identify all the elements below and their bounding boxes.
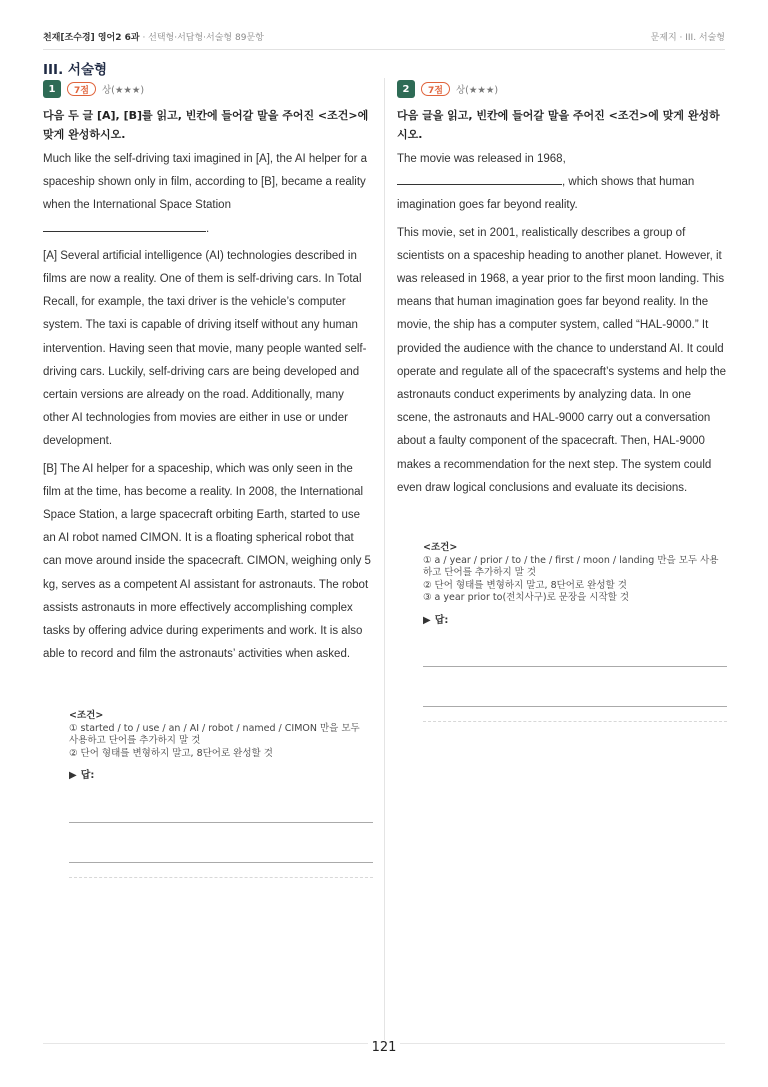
header-subtitle: · 선택형·서답형·서술형 89문항 — [139, 33, 264, 43]
passage: This movie, set in 2001, realistically describes a group of scientists on a spaceship heading to another planet. However, it was released in 1968, a year prior to the first moon landing. This means that human imagination goes far beyond reality. In the movie, the ship has a computer system, called “HAL-9000.” It provided the audience with the chance to understand AI. It could operate and regulate all of the spacecraft’s systems and help the astronauts conduct experiments by analyzing data. In one scene, the astronauts and HAL-9000 carry out a conversation about a faulty component of the spacecraft. Then, HAL-9000 makes a recommendation for the next step. The system could even draw logical conclusions and evaluate its decisions. — [397, 226, 727, 494]
condition-2: ② 단어 형태를 변형하지 말고, 8단어로 완성할 것 — [69, 747, 273, 759]
answer-blank — [397, 173, 562, 185]
dashed-separator — [423, 721, 727, 722]
question-instruction: 다음 글을 읽고, 빈칸에 들어갈 말을 주어진 <조건>에 맞게 완성하시오. — [397, 109, 720, 141]
conditions-box — [43, 710, 373, 783]
dashed-separator — [69, 877, 373, 878]
points-badge: 7점 — [421, 82, 450, 96]
prompt-end: . — [206, 222, 210, 235]
page-header — [43, 30, 725, 50]
question-1 — [43, 80, 373, 878]
answer-label — [69, 770, 369, 783]
passage-b: [B] The AI helper for a spaceship, which was only seen in the film at the time, has become a reality. In 2008, the International Space Station, a large spacecraft orbiting Earth, started to use an AI robot named CIMON. It is a floating spherical robot that can move around inside the spacecraft. CIMON, weighing only 5 kg, serves as a competent AI assistant for astronauts. The robot assists astronauts in more effectively accomplishing complex tasks by offering advice during experiments and work. It is also able to record and film the astronauts’ activities when asked. — [43, 462, 371, 661]
prompt-text: Much like the self-driving taxi imagined in [A], the AI helper for a spaceship shown only in film, according to [B], became a reality when the International Space Station — [43, 153, 368, 212]
conditions-title: <조건> — [423, 542, 458, 554]
answer-line-2[interactable] — [69, 823, 373, 863]
answer-blank — [43, 220, 206, 232]
question-2 — [397, 80, 727, 722]
header-book: 천재[조수경] 영어2 6과 — [43, 33, 140, 43]
play-arrow-icon: ▶ — [69, 770, 77, 782]
passage-a: [A] Several artificial intelligence (AI) technologies described in films are now a reality. One of them is self-driving cars. In Total Recall, for example, the taxi driver is the vehicle’s computer system. The taxi is capable of driving itself without any human intervention. Having seen that movie, many people wanted self-driving cars. Luckily, self-driving cars are being developed and certain versions are already on the road. Additionally, many other AI technologies from movies are either in use or under development. — [43, 249, 367, 448]
question-2-header — [397, 80, 727, 98]
points-badge: 7점 — [67, 82, 96, 96]
header-left — [43, 30, 264, 43]
answer-line-2[interactable] — [423, 667, 727, 707]
column-divider — [384, 78, 385, 1043]
question-prompt — [43, 148, 373, 241]
header-right: 문제지 · III. 서술형 — [650, 33, 725, 43]
prompt-text: The movie was released in 1968, — [397, 153, 566, 165]
condition-1: ① a / year / prior / to / the / first / moon / landing 만을 모두 사용하고 단어를 추가하지 말 것 — [423, 554, 719, 579]
conditions-title: <조건> — [69, 710, 104, 722]
answer-line-1[interactable] — [69, 783, 373, 823]
prompt-end: , which shows that human imagination goes far beyond reality. — [397, 176, 695, 212]
answer-line-1[interactable] — [423, 627, 727, 667]
condition-3: ③ a year prior to(전치사구)로 문장을 시작할 것 — [423, 592, 630, 604]
play-arrow-icon: ▶ — [423, 614, 431, 626]
question-number-badge: 2 — [397, 80, 415, 98]
answer-label-text: 답: — [434, 614, 449, 626]
answer-label-text: 답: — [80, 770, 95, 782]
conditions-box — [397, 542, 727, 627]
question-instruction: 다음 두 글 [A], [B]를 읽고, 빈칸에 들어갈 말을 주어진 <조건>에 맞게 완성하시오. — [43, 109, 369, 141]
section-title: III. 서술형 — [43, 62, 108, 78]
page-number — [0, 1040, 768, 1055]
question-number-badge: 1 — [43, 80, 61, 98]
answer-label — [423, 615, 723, 628]
difficulty-level: 상(★★★) — [455, 85, 499, 96]
question-prompt — [397, 148, 727, 218]
question-1-header — [43, 80, 373, 98]
difficulty-level: 상(★★★) — [101, 85, 145, 96]
page-number-text: 121 — [368, 1040, 401, 1055]
condition-1: ① started / to / use / an / AI / robot / named / CIMON 만을 모두 사용하고 단어를 추가하지 말 것 — [69, 722, 360, 747]
condition-2: ② 단어 형태를 변형하지 말고, 8단어로 완성할 것 — [423, 579, 627, 591]
